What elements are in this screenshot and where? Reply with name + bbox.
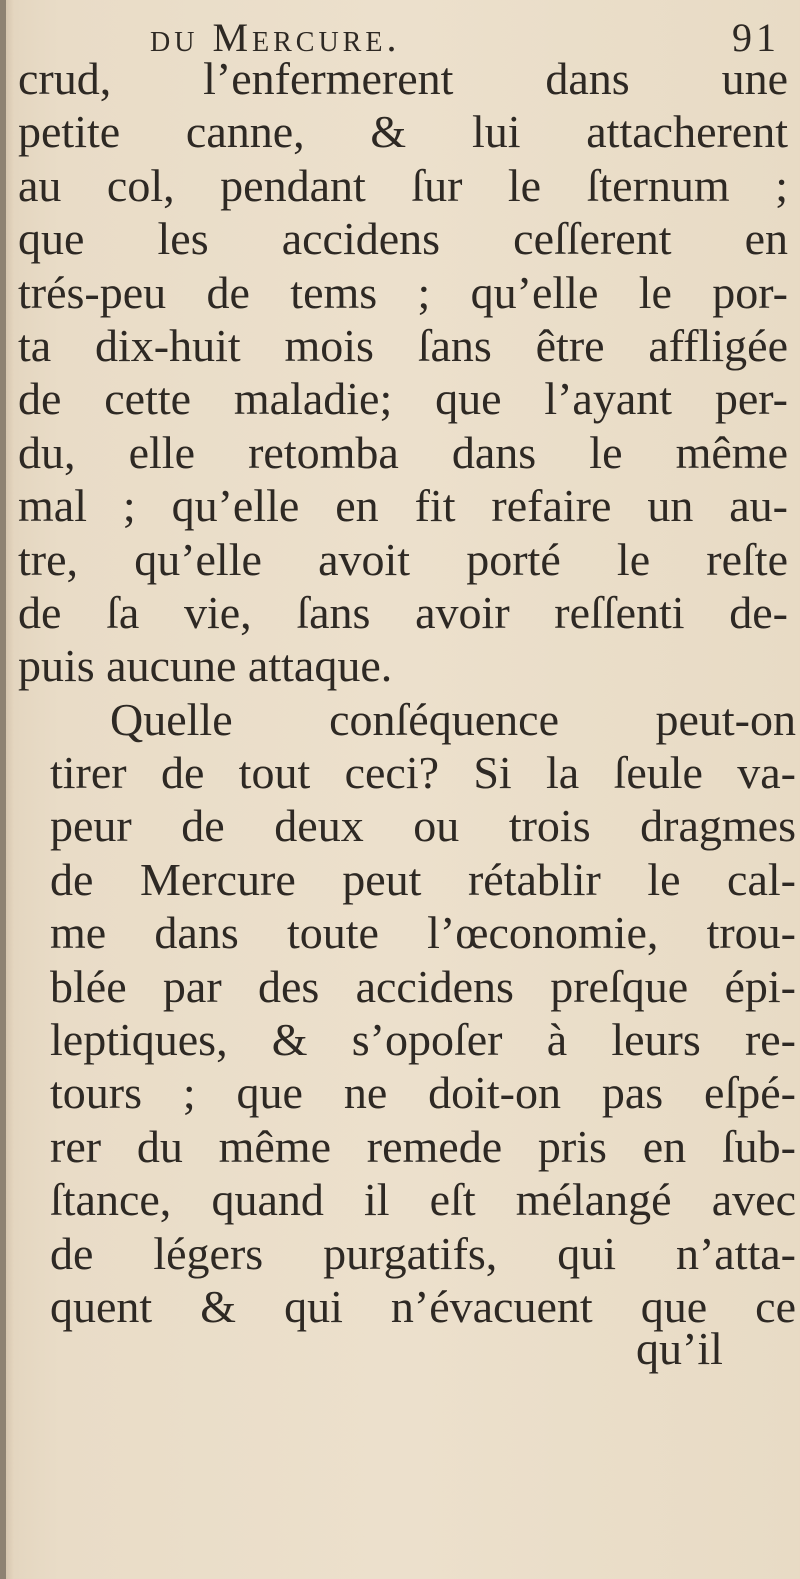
text-line: que les accidens ceſſerent en <box>18 213 788 265</box>
page-number: 91 <box>732 15 780 60</box>
text-line: me dans toute l’œconomie, trou- <box>50 907 796 959</box>
text-line: de légers purgatifs, qui n’atta- <box>50 1227 796 1279</box>
text-line: de Mercure peut rétablir le cal- <box>50 853 796 905</box>
text-line: au col, pendant ſur le ſternum ; <box>18 159 788 211</box>
text-line: blée par des accidens preſque épi- <box>50 960 796 1012</box>
text-line: crud, l’enfermerent dans une <box>18 53 788 104</box>
text-line: tirer de tout ceci? Si la ſeule va- <box>50 747 796 799</box>
text-line: puis aucune attaque. <box>18 640 393 692</box>
text-line: de ſa vie, ſans avoir reſſenti de- <box>18 586 788 638</box>
text-line: tours ; que ne doit-on pas eſpé- <box>50 1067 796 1119</box>
book-spine-edge <box>0 0 6 1579</box>
text-line: petite canne, & lui attacherent <box>18 106 788 158</box>
text-line: trés-peu de tems ; qu’elle le por- <box>18 266 788 318</box>
text-line: ſtance, quand il eſt mélangé avec <box>50 1174 796 1226</box>
text-line: peur de deux ou trois dragmes <box>50 800 796 852</box>
catchword: qu’il <box>636 1323 723 1374</box>
text-line: ta dix-huit mois ſans être affligée <box>18 319 788 371</box>
text-line: quent & qui n’évacuent que ce <box>50 1280 796 1332</box>
text-line: du, elle retomba dans le même <box>18 426 788 478</box>
text-line: leptiques, & s’opoſer à leurs re- <box>50 1014 796 1066</box>
text-line: rer du même remede pris en ſub- <box>50 1120 796 1172</box>
text-line: tre, qu’elle avoit porté le reſte <box>18 533 788 585</box>
text-line: mal ; qu’elle en fit refaire un au- <box>18 480 788 532</box>
running-title: du Mercure. <box>150 15 401 60</box>
page-body-text <box>18 52 800 1333</box>
text-line: de cette maladie; que l’ayant per- <box>18 373 788 425</box>
text-line: Quelle conſéquence peut-on <box>110 693 796 745</box>
